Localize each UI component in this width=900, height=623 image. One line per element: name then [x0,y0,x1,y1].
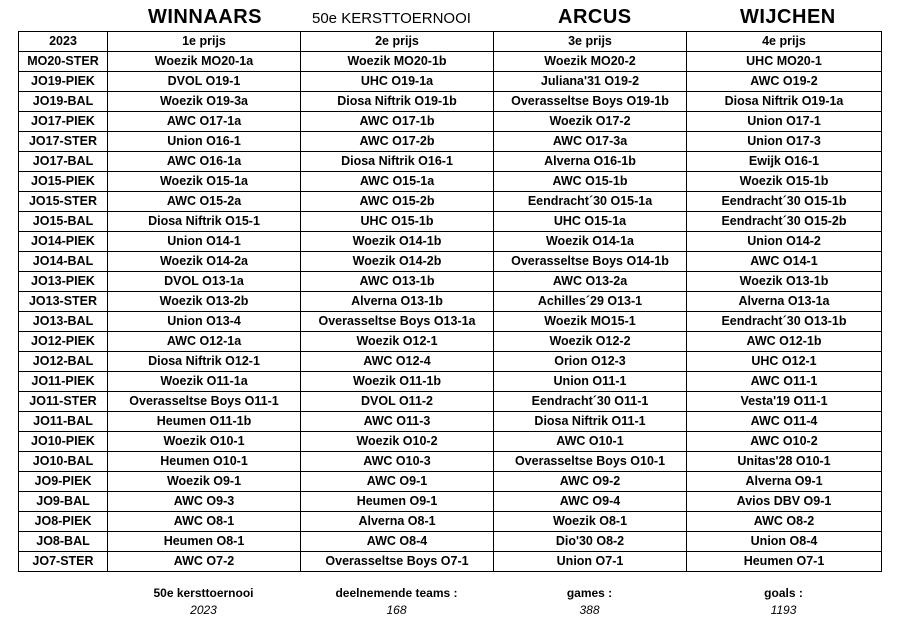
second-prize-cell: Alverna O8-1 [301,512,494,532]
fourth-prize-cell: Heumen O7-1 [687,552,882,572]
category-cell: JO7-STER [19,552,108,572]
category-cell: JO12-PIEK [19,332,108,352]
third-prize-cell: Woezik O17-2 [494,112,687,132]
table-row [19,552,882,572]
table-row [19,92,882,112]
first-prize-cell: Woezik O9-1 [108,472,301,492]
table-row [19,532,882,552]
table-row [19,432,882,452]
first-prize-cell: DVOL O13-1a [108,272,301,292]
third-prize-cell: Dio'30 O8-2 [494,532,687,552]
first-prize-cell: AWC O9-3 [108,492,301,512]
first-prize-cell: Diosa Niftrik O12-1 [108,352,301,372]
third-prize-cell: AWC O9-4 [494,492,687,512]
table-row [19,172,882,192]
third-prize-cell: AWC O10-1 [494,432,687,452]
fourth-prize-cell: Alverna O9-1 [687,472,882,492]
first-prize-cell: Union O14-1 [108,232,301,252]
footer-value-goals: 1193 [770,603,797,617]
third-prize-cell: UHC O15-1a [494,212,687,232]
third-prize-cell: Woezik MO15-1 [494,312,687,332]
footer-value-teams: 168 [386,603,407,617]
fourth-prize-cell: Diosa Niftrik O19-1a [687,92,882,112]
category-cell: JO13-BAL [19,312,108,332]
footer-value-year: 2023 [190,603,217,617]
table-row [19,272,882,292]
fourth-prize-cell: Woezik O13-1b [687,272,882,292]
fourth-prize-cell: Woezik O15-1b [687,172,882,192]
first-prize-cell: Overasseltse Boys O11-1 [108,392,301,412]
category-cell: JO9-PIEK [19,472,108,492]
second-prize-cell: AWC O11-3 [301,412,494,432]
fourth-prize-cell: AWC O11-1 [687,372,882,392]
club-title: ARCUS [558,6,632,28]
second-prize-cell: Diosa Niftrik O16-1 [301,152,494,172]
table-row [19,132,882,152]
fourth-prize-cell: Eendracht´30 O13-1b [687,312,882,332]
first-prize-cell: Woezik O13-2b [108,292,301,312]
fourth-prize-cell: Ewijk O16-1 [687,152,882,172]
table-row [19,372,882,392]
category-cell: JO17-STER [19,132,108,152]
second-prize-cell: Overasseltse Boys O7-1 [301,552,494,572]
fourth-prize-cell: AWC O19-2 [687,72,882,92]
first-prize-cell: Diosa Niftrik O15-1 [108,212,301,232]
third-prize-cell: Overasseltse Boys O10-1 [494,452,687,472]
third-prize-cell: Woezik O12-2 [494,332,687,352]
category-cell: JO17-BAL [19,152,108,172]
second-prize-cell: AWC O10-3 [301,452,494,472]
third-prize-cell: AWC O15-1b [494,172,687,192]
table-row [19,192,882,212]
category-cell: JO10-PIEK [19,432,108,452]
second-prize-cell: Heumen O9-1 [301,492,494,512]
first-prize-cell: Heumen O8-1 [108,532,301,552]
third-prize-cell: Union O11-1 [494,372,687,392]
second-prize-cell: AWC O17-2b [301,132,494,152]
table-row [19,252,882,272]
category-cell: MO20-STER [19,52,108,72]
table-row [19,152,882,172]
fourth-prize-cell: AWC O8-2 [687,512,882,532]
category-cell: JO11-BAL [19,412,108,432]
category-cell: JO15-BAL [19,212,108,232]
category-cell: JO19-PIEK [19,72,108,92]
second-prize-cell: AWC O15-2b [301,192,494,212]
fourth-prize-cell: UHC MO20-1 [687,52,882,72]
second-prize-cell: AWC O9-1 [301,472,494,492]
fourth-prize-cell: Unitas'28 O10-1 [687,452,882,472]
column-header-fourth-prize: 4e prijs [687,32,882,52]
third-prize-cell: AWC O9-2 [494,472,687,492]
table-row [19,472,882,492]
table-row [19,212,882,232]
table-row [19,512,882,532]
first-prize-cell: Woezik O14-2a [108,252,301,272]
first-prize-cell: Woezik O15-1a [108,172,301,192]
fourth-prize-cell: Union O8-4 [687,532,882,552]
category-cell: JO11-PIEK [19,372,108,392]
first-prize-cell: AWC O17-1a [108,112,301,132]
table-row [19,332,882,352]
second-prize-cell: AWC O13-1b [301,272,494,292]
category-cell: JO13-STER [19,292,108,312]
first-prize-cell: Heumen O10-1 [108,452,301,472]
winners-title: WINNAARS [148,6,262,28]
first-prize-cell: AWC O8-1 [108,512,301,532]
category-cell: JO12-BAL [19,352,108,372]
category-cell: JO17-PIEK [19,112,108,132]
fourth-prize-cell: AWC O10-2 [687,432,882,452]
first-prize-cell: DVOL O19-1 [108,72,301,92]
column-header-first-prize: 1e prijs [108,32,301,52]
second-prize-cell: UHC O19-1a [301,72,494,92]
first-prize-cell: Union O16-1 [108,132,301,152]
second-prize-cell: Woezik O10-2 [301,432,494,452]
second-prize-cell: Diosa Niftrik O19-1b [301,92,494,112]
category-cell: JO13-PIEK [19,272,108,292]
category-cell: JO8-BAL [19,532,108,552]
first-prize-cell: AWC O15-2a [108,192,301,212]
category-cell: JO11-STER [19,392,108,412]
third-prize-cell: Woezik O8-1 [494,512,687,532]
summary-footer [18,585,881,619]
first-prize-cell: Union O13-4 [108,312,301,332]
third-prize-cell: AWC O13-2a [494,272,687,292]
first-prize-cell: Woezik O10-1 [108,432,301,452]
results-table [18,31,882,572]
third-prize-cell: Overasseltse Boys O19-1b [494,92,687,112]
table-row [19,292,882,312]
page-header [20,6,883,32]
second-prize-cell: Woezik O12-1 [301,332,494,352]
town-title: WIJCHEN [740,6,836,28]
second-prize-cell: Overasseltse Boys O13-1a [301,312,494,332]
edition-title: 50e KERSTTOERNOOI [312,10,471,27]
footer-label-tournament: 50e kersttoernooi [153,586,254,600]
table-row [19,392,882,412]
category-cell: JO10-BAL [19,452,108,472]
first-prize-cell: Heumen O11-1b [108,412,301,432]
category-cell: JO14-PIEK [19,232,108,252]
fourth-prize-cell: Union O14-2 [687,232,882,252]
second-prize-cell: AWC O17-1b [301,112,494,132]
category-cell: JO9-BAL [19,492,108,512]
table-row [19,312,882,332]
third-prize-cell: Achilles´29 O13-1 [494,292,687,312]
second-prize-cell: Woezik O14-1b [301,232,494,252]
fourth-prize-cell: Avios DBV O9-1 [687,492,882,512]
category-cell: JO8-PIEK [19,512,108,532]
fourth-prize-cell: Alverna O13-1a [687,292,882,312]
category-cell: JO15-PIEK [19,172,108,192]
table-row [19,232,882,252]
second-prize-cell: AWC O8-4 [301,532,494,552]
footer-label-goals: goals : [764,586,803,600]
footer-value-games: 388 [579,603,600,617]
column-header-third-prize: 3e prijs [494,32,687,52]
table-row [19,112,882,132]
fourth-prize-cell: AWC O12-1b [687,332,882,352]
column-header-year: 2023 [19,32,108,52]
table-row [19,452,882,472]
category-cell: JO14-BAL [19,252,108,272]
table-row [19,492,882,512]
third-prize-cell: Eendracht´30 O11-1 [494,392,687,412]
second-prize-cell: AWC O15-1a [301,172,494,192]
fourth-prize-cell: UHC O12-1 [687,352,882,372]
third-prize-cell: Overasseltse Boys O14-1b [494,252,687,272]
first-prize-cell: AWC O12-1a [108,332,301,352]
fourth-prize-cell: Vesta'19 O11-1 [687,392,882,412]
table-row [19,52,882,72]
footer-value-empty [18,602,107,619]
category-cell: JO15-STER [19,192,108,212]
second-prize-cell: Woezik O14-2b [301,252,494,272]
first-prize-cell: AWC O7-2 [108,552,301,572]
second-prize-cell: Woezik MO20-1b [301,52,494,72]
third-prize-cell: Juliana'31 O19-2 [494,72,687,92]
first-prize-cell: Woezik MO20-1a [108,52,301,72]
second-prize-cell: DVOL O11-2 [301,392,494,412]
fourth-prize-cell: AWC O11-4 [687,412,882,432]
footer-label-empty [18,585,107,602]
table-row [19,352,882,372]
fourth-prize-cell: Eendracht´30 O15-2b [687,212,882,232]
column-header-second-prize: 2e prijs [301,32,494,52]
fourth-prize-cell: Union O17-1 [687,112,882,132]
second-prize-cell: Woezik O11-1b [301,372,494,392]
third-prize-cell: Woezik O14-1a [494,232,687,252]
category-cell: JO19-BAL [19,92,108,112]
table-header-row [19,32,882,52]
second-prize-cell: AWC O12-4 [301,352,494,372]
footer-label-games: games : [566,586,613,600]
third-prize-cell: Orion O12-3 [494,352,687,372]
first-prize-cell: Woezik O11-1a [108,372,301,392]
third-prize-cell: Diosa Niftrik O11-1 [494,412,687,432]
third-prize-cell: AWC O17-3a [494,132,687,152]
third-prize-cell: Eendracht´30 O15-1a [494,192,687,212]
third-prize-cell: Union O7-1 [494,552,687,572]
second-prize-cell: Alverna O13-1b [301,292,494,312]
third-prize-cell: Alverna O16-1b [494,152,687,172]
fourth-prize-cell: Eendracht´30 O15-1b [687,192,882,212]
second-prize-cell: UHC O15-1b [301,212,494,232]
fourth-prize-cell: AWC O14-1 [687,252,882,272]
table-row [19,412,882,432]
fourth-prize-cell: Union O17-3 [687,132,882,152]
first-prize-cell: AWC O16-1a [108,152,301,172]
first-prize-cell: Woezik O19-3a [108,92,301,112]
table-row [19,72,882,92]
footer-label-teams: deelnemende teams : [335,586,458,600]
third-prize-cell: Woezik MO20-2 [494,52,687,72]
